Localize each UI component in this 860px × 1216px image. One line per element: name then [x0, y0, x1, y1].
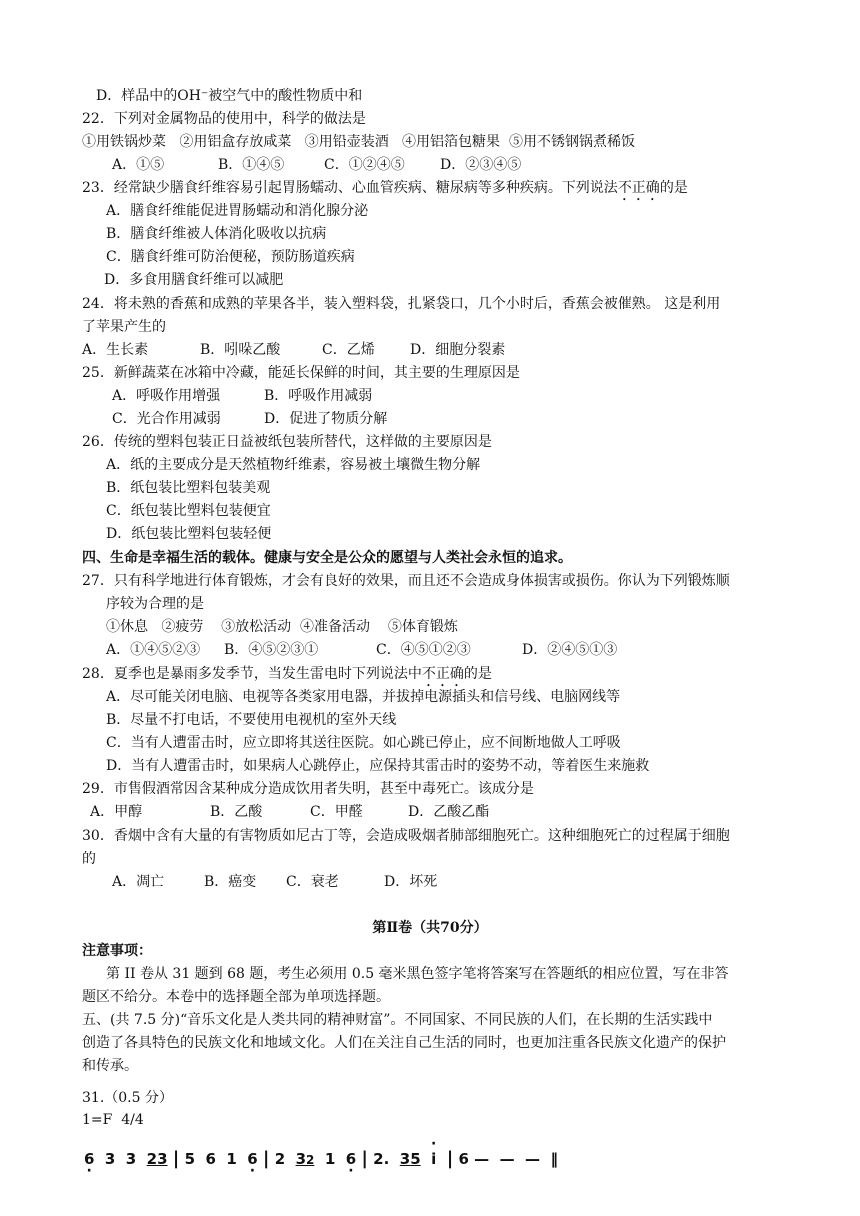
q25-option-d: D．促进了物质分解 — [264, 411, 388, 427]
q22-option-d: D．②③④⑤ — [440, 157, 522, 173]
q23-stem-pre: 23．经常缺少膳食纤维容易引起胃肠蠕动、心血管疾病、糖尿病等多种疾病。下列说法 — [82, 180, 618, 196]
q31-key-signature: 1=F 4/4 — [82, 1112, 144, 1128]
q30-stem-line2: 的 — [82, 851, 96, 867]
q30-option-a: A．凋亡 — [112, 874, 165, 890]
q27-items: ①休息 ②疲劳 ③放松活动 ④准备活动 ⑤体育锻炼 — [106, 619, 458, 635]
q21-option-d: D．样品中的OH⁻被空气中的酸性物质中和 — [96, 88, 363, 104]
q25-option-c: C．光合作用减弱 — [112, 411, 221, 427]
q22-option-a: A．①⑤ — [112, 157, 165, 173]
q28-stem-pre: 28．夏季也是暴雨多发季节，当发生雷电时下列说法中 — [82, 666, 422, 682]
q30-stem-line1: 30．香烟中含有大量的有害物质如尼古丁等，会造成吸烟者肺部细胞死亡。这种细胞死亡的过程属于细胞 — [82, 828, 730, 844]
q23-option-a: A．膳食纤维能促进胃肠蠕动和消化腺分泌 — [106, 203, 369, 219]
q22-items: ①用铁锅炒菜 ②用铝盒存放咸菜 ③用铅壶装酒 ④用铝箔包糖果 ⑤用不锈钢锅煮稀饭 — [82, 134, 635, 150]
section-5-line1: 五、(共 7.5 分)“音乐文化是人类共同的精神财富”。不同国家、不同民族的人们，在长期的生活实践中 — [82, 1012, 713, 1028]
q26-option-a: A．纸的主要成分是天然植物纤维素，容易被土壤微生物分解 — [106, 457, 481, 473]
q26-stem: 26．传统的塑料包装正日益被纸包装所替代，这样做的主要原因是 — [82, 434, 492, 450]
q24-option-a: A．生长素 — [82, 342, 149, 358]
q30-option-d: D．坏死 — [384, 874, 438, 890]
q24-option-d: D．细胞分裂素 — [410, 342, 506, 358]
q23-option-d: D．多食用膳食纤维可以减肥 — [104, 272, 284, 288]
notice-line1: 第 II 卷从 31 题到 68 题，考生必须用 0.5 毫米黑色签字笔将答案写在答题纸的相应位置，写在非答 — [106, 966, 729, 982]
q27-stem-line2: 序较为合理的是 — [106, 596, 204, 612]
section-4-heading: 四、生命是幸福生活的载体。健康与安全是公众的愿望与人类社会永恒的追求。 — [82, 550, 572, 566]
part-2-title: 第Ⅱ卷（共70分） — [372, 920, 488, 936]
q28-stem-emphasis: 不正确 — [421, 666, 464, 682]
q28-option-a: A．尽可能关闭电脑、电视等各类家用电器，并拔掉电源插头和信号线、电脑网线等 — [106, 689, 621, 705]
notice-line2: 题区不给分。本卷中的选择题全部为单项选择题。 — [82, 989, 390, 1005]
q27-option-d: D．②④⑤①③ — [522, 642, 618, 658]
q22-option-c: C．①②④⑤ — [324, 157, 405, 173]
q25-stem: 25．新鲜蔬菜在冰箱中冷藏，能延长保鲜的时间，其主要的生理原因是 — [82, 365, 520, 381]
q27-option-b: B．④⑤②③① — [224, 642, 319, 658]
q22-stem: 22．下列对金属物品的使用中，科学的做法是 — [82, 111, 366, 127]
q26-option-b: B．纸包装比塑料包装美观 — [106, 480, 271, 496]
q23-option-b: B．膳食纤维被人体消化吸收以抗病 — [106, 226, 327, 242]
q28-option-d: D．当有人遭雷击时，如果病人心跳停止，应保持其雷击时的姿势不动，等着医生来施救 — [106, 758, 650, 774]
notice-label: 注意事项： — [82, 943, 152, 959]
q23-stem-post: 的是 — [659, 180, 688, 196]
q30-option-b: B．癌变 — [204, 874, 257, 890]
q28-stem-post: 的是 — [463, 666, 492, 682]
q24-stem-line2: 了苹果产生的 — [82, 319, 166, 335]
q26-option-c: C．纸包装比塑料包装便宜 — [106, 503, 271, 519]
q24-option-c: C．乙烯 — [322, 342, 375, 358]
q28-option-b: B．尽量不打电话，不要使用电视机的室外天线 — [106, 712, 397, 728]
section-5-line2: 创造了各具特色的民族文化和地域文化。人们在关注自己生活的同时，也更加注重各民族文化遗产的保护 — [82, 1035, 726, 1051]
q29-option-b: B．乙酸 — [210, 804, 263, 820]
q24-stem-line1: 24．将未熟的香蕉和成熟的苹果各半，装入塑料袋，扎紧袋口，几个小时后，香蕉会被催熟。 这是利用 — [82, 296, 721, 312]
q23-stem-emphasis: 不正确 — [617, 180, 660, 196]
section-5-line3: 和传承。 — [82, 1058, 138, 1074]
q30-option-c: C．衰老 — [286, 874, 339, 890]
q23-option-c: C．膳食纤维可防治便秘，预防肠道疾病 — [106, 249, 355, 265]
q27-option-a: A．①④⑤②③ — [106, 642, 201, 658]
q26-option-d: D．纸包装比塑料包装轻便 — [106, 526, 272, 542]
q24-option-b: B．吲哚乙酸 — [200, 342, 281, 358]
q27-stem-line1: 27．只有科学地进行体育锻炼，才会有良好的效果，而且还不会造成身体损害或损伤。你认为下列锻炼顺 — [82, 573, 730, 589]
q31-numbered-musical-notation: 6 · 3 3 23 | 5 6 1 6 · | 2 32 1 6 · | 2. 35 · i | 6 — — — ‖ — [84, 1148, 558, 1169]
q29-stem: 29．市售假酒常因含某种成分造成饮用者失明，甚至中毒死亡。该成分是 — [82, 781, 534, 797]
q31-label: 31.（0.5 分） — [82, 1090, 173, 1106]
q25-option-a: A．呼吸作用增强 — [112, 388, 221, 404]
q29-option-a: A．甲醇 — [90, 804, 143, 820]
q27-option-c: C．④⑤①②③ — [376, 642, 471, 658]
q29-option-c: C．甲醛 — [310, 804, 363, 820]
q29-option-d: D．乙酸乙酯 — [408, 804, 490, 820]
q22-option-b: B．①④⑤ — [218, 157, 285, 173]
q25-option-b: B．呼吸作用减弱 — [264, 388, 373, 404]
q28-option-c: C．当有人遭雷击时，应立即将其送往医院。如心跳已停止，应不间断地做人工呼吸 — [106, 735, 621, 751]
